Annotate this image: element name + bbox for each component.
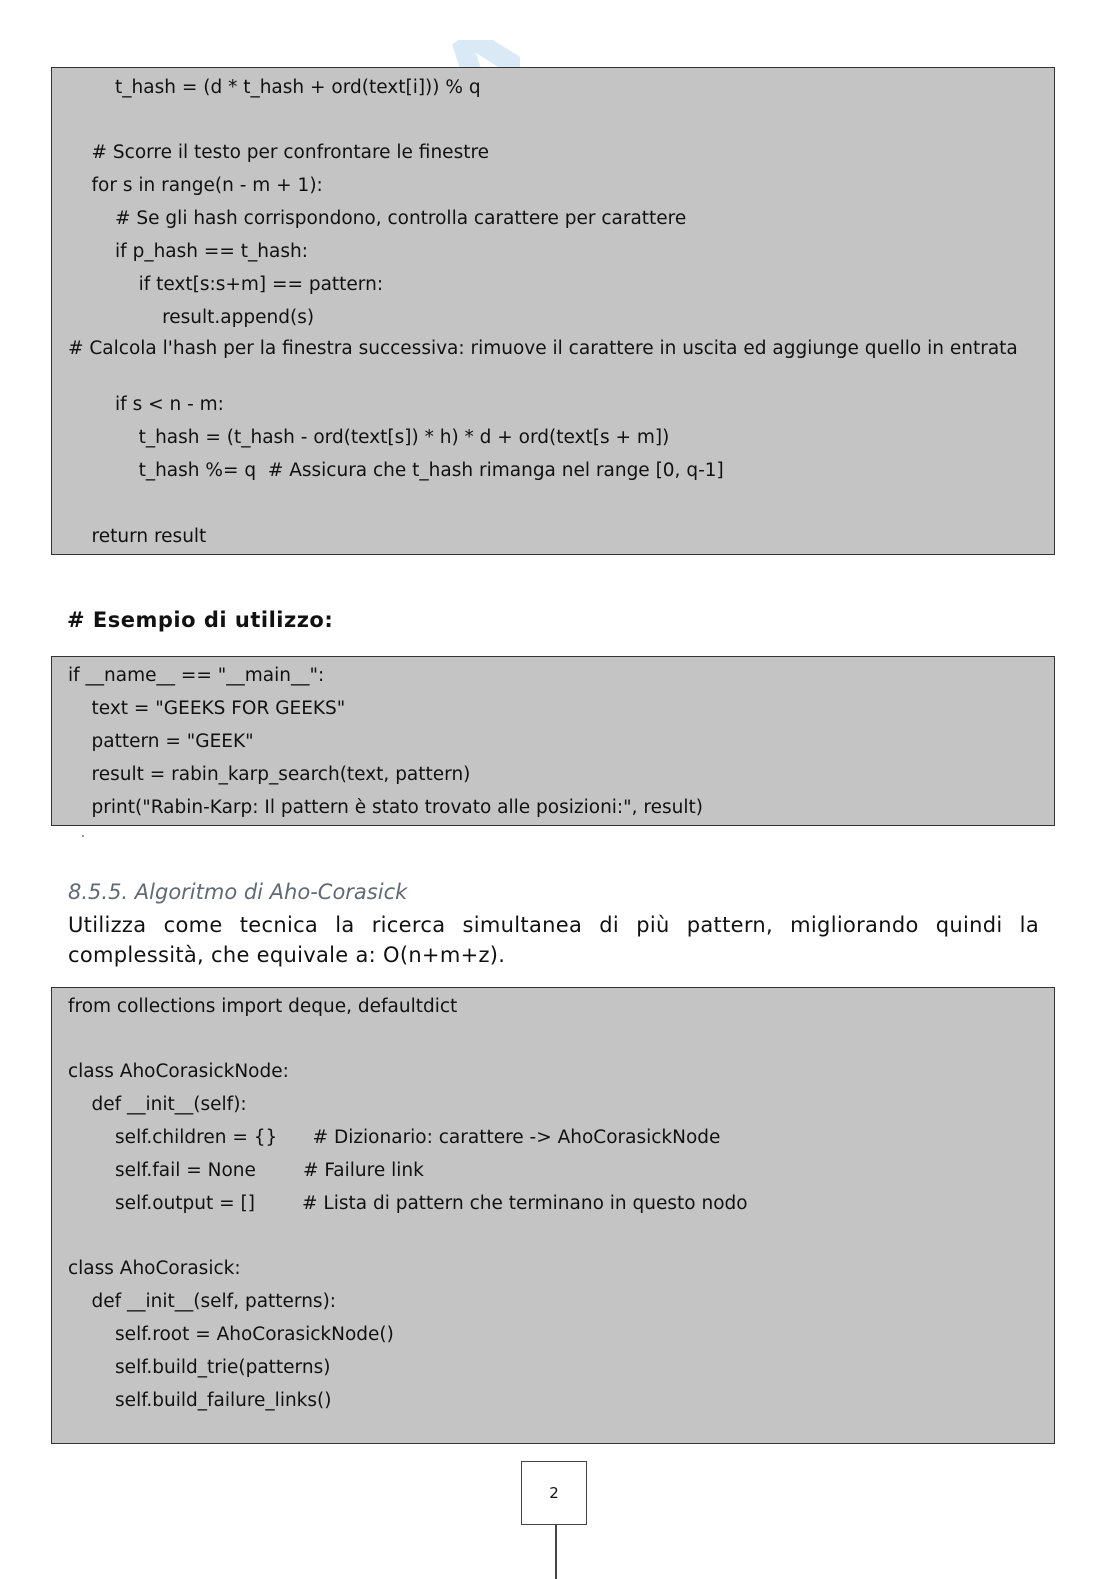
code-line: self.children = {} # Dizionario: carattere -> AhoCorasickNode — [68, 1127, 721, 1148]
code-block-rabin-karp-end — [51, 67, 1055, 555]
code-line — [68, 104, 1038, 137]
code-line: t_hash = (d * t_hash + ord(text[i])) % q — [68, 77, 481, 98]
code-line: pattern = "GEEK" — [68, 731, 254, 752]
code-line: if p_hash == t_hash: — [68, 241, 308, 262]
code-line: result = rabin_karp_search(text, pattern) — [68, 764, 471, 785]
subsection-title: 8.5.5. Algoritmo di Aho-Corasick — [68, 880, 408, 904]
code-line: text = "GEEKS FOR GEEKS" — [68, 698, 346, 719]
code-line: self.fail = None # Failure link — [68, 1160, 424, 1181]
code-line: t_hash = (t_hash - ord(text[s]) * h) * d + ord(text[s + m]) — [68, 427, 670, 448]
code-line: def __init__(self, patterns): — [68, 1291, 337, 1312]
section-heading: # Esempio di utilizzo: — [67, 608, 334, 632]
code-line: # Scorre il testo per confrontare le finestre — [68, 142, 490, 163]
body-paragraph: Utilizza come tecnica la ricerca simultanea di più pattern, migliorando quindi la complessità, che equivale a: O(n+m+z). — [68, 913, 1039, 967]
page-number — [521, 1461, 587, 1525]
code-line: self.build_failure_links() — [68, 1390, 332, 1411]
code-line: print("Rabin-Karp: Il pattern è stato trovato alle posizioni:", result) — [68, 797, 703, 818]
code-block-aho-corasick — [51, 987, 1055, 1444]
code-line: if __name__ == "__main__": — [68, 665, 325, 686]
code-line — [68, 1023, 1038, 1056]
code-line: self.build_trie(patterns) — [68, 1357, 331, 1378]
page-number-connector — [555, 1525, 557, 1579]
code-line: class AhoCorasickNode: — [68, 1061, 289, 1082]
page-number-text: 2 — [549, 1484, 559, 1502]
code-line: self.root = AhoCorasickNode() — [68, 1324, 394, 1345]
stray-dot — [82, 835, 84, 837]
code-line: t_hash %= q # Assicura che t_hash rimanga nel range [0, q-1] — [68, 460, 724, 481]
code-line: if s < n - m: — [68, 394, 224, 415]
code-block-usage-example — [51, 656, 1055, 826]
code-line: class AhoCorasick: — [68, 1258, 241, 1279]
code-line: self.output = [] # Lista di pattern che terminano in questo nodo — [68, 1193, 748, 1214]
code-line: result.append(s) — [68, 307, 315, 328]
code-line: from collections import deque, defaultdict — [68, 996, 458, 1017]
code-line: for s in range(n - m + 1): — [68, 175, 323, 196]
code-line: return result — [68, 526, 207, 547]
code-line: def __init__(self): — [68, 1094, 247, 1115]
code-line — [68, 487, 1038, 520]
code-line: # Se gli hash corrispondono, controlla carattere per carattere — [68, 208, 687, 229]
code-line — [68, 1220, 1038, 1253]
code-line: if text[s:s+m] == pattern: — [68, 274, 384, 295]
code-line-wrapped: # Calcola l'hash per la finestra successiva: rimuove il carattere in uscita ed aggiunge quello in entrata — [68, 338, 1018, 359]
